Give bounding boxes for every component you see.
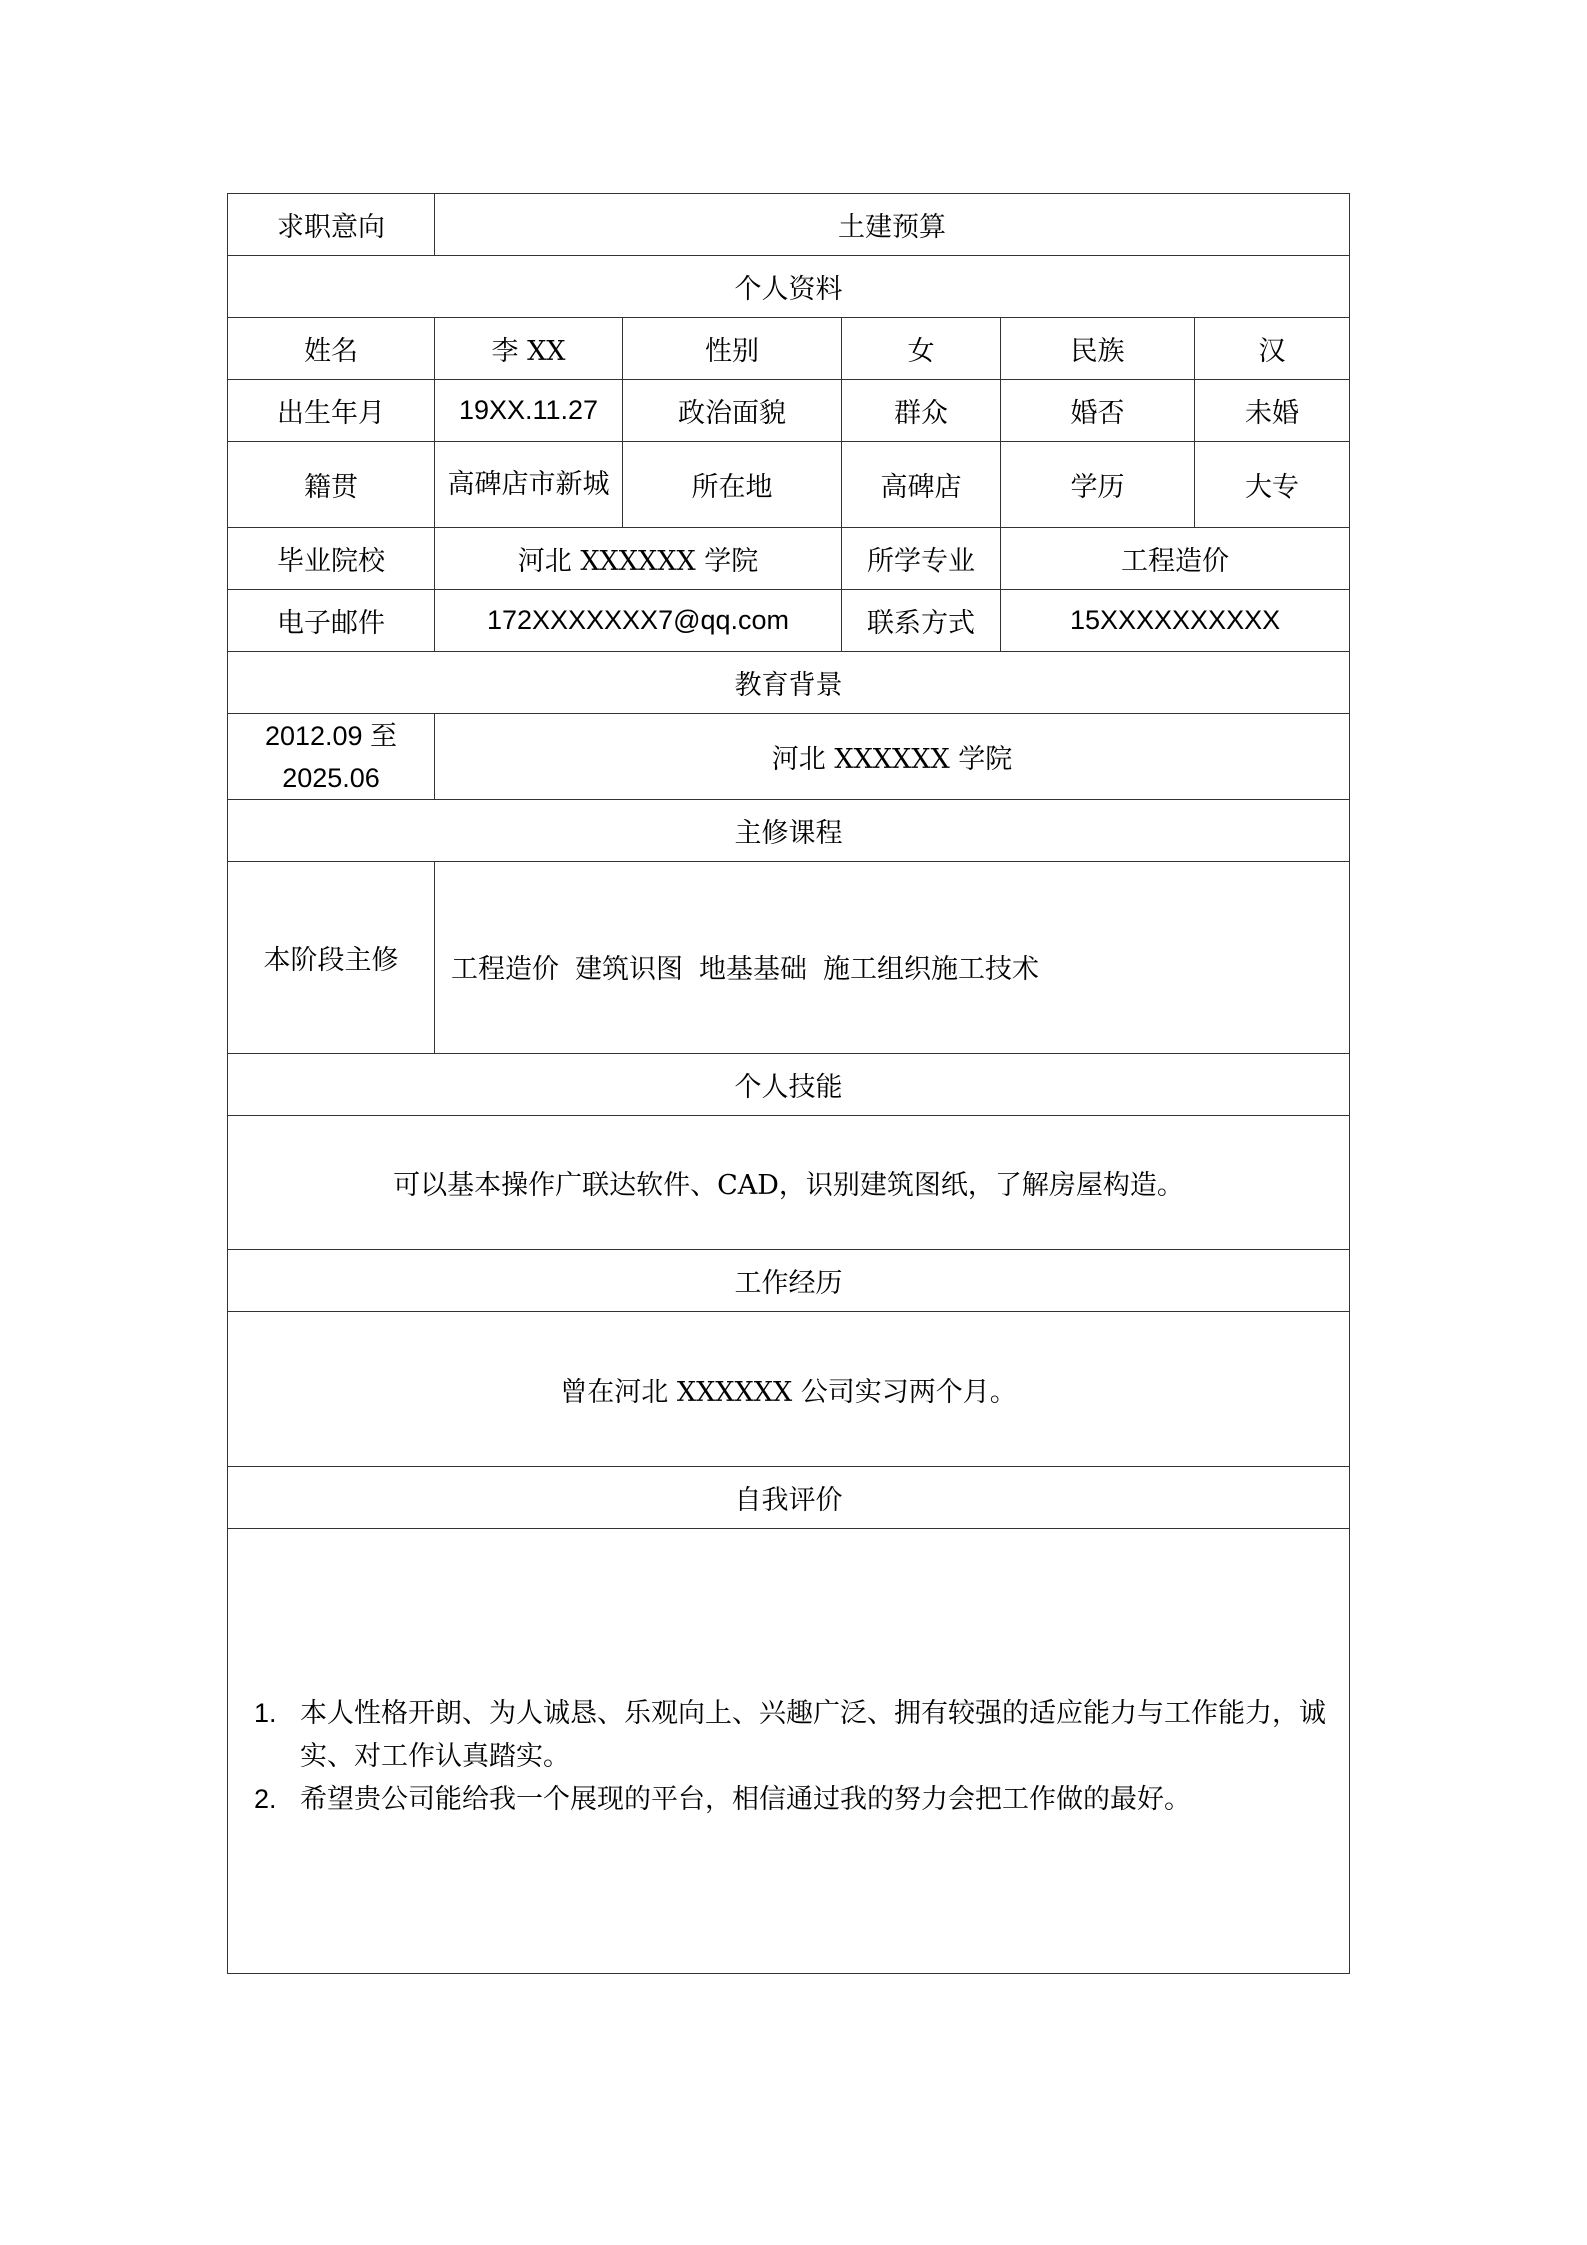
skills-title: 个人技能	[228, 1054, 1350, 1116]
course-item: 施工组织施工技术	[823, 954, 1039, 985]
course-item: 地基基础	[699, 954, 807, 985]
contact-value: 15XXXXXXXXXX	[1001, 590, 1350, 652]
location-label: 所在地	[623, 442, 842, 528]
job-intent-row	[228, 194, 1350, 256]
info-row-2	[228, 380, 1350, 442]
major-value: 工程造价	[1001, 528, 1350, 590]
gender-label: 性别	[623, 318, 842, 380]
work-title: 工作经历	[228, 1250, 1350, 1312]
personal-info-title: 个人资料	[228, 256, 1350, 318]
name-value: 李 XX	[435, 318, 623, 380]
birth-value: 19XX.11.27	[435, 380, 623, 442]
self-eval-list	[234, 1692, 1331, 1821]
courses-row	[228, 862, 1350, 1054]
resume-sheet	[227, 193, 1350, 1974]
skills-text: 可以基本操作广联达软件、CAD，识别建筑图纸，了解房屋构造。	[228, 1116, 1350, 1250]
contact-label: 联系方式	[842, 590, 1001, 652]
degree-value: 大专	[1195, 442, 1350, 528]
self-eval-row	[228, 1529, 1350, 1974]
marital-value: 未婚	[1195, 380, 1350, 442]
native-value: 高碑店市新城	[435, 442, 623, 528]
political-label: 政治面貌	[623, 380, 842, 442]
gender-value: 女	[842, 318, 1001, 380]
section-header-courses	[228, 800, 1350, 862]
courses-title: 主修课程	[228, 800, 1350, 862]
section-header-self-eval	[228, 1467, 1350, 1529]
info-row-3	[228, 442, 1350, 528]
native-label: 籍贯	[228, 442, 435, 528]
course-item: 建筑识图	[575, 954, 683, 985]
info-row-5	[228, 590, 1350, 652]
marital-label: 婚否	[1001, 380, 1195, 442]
section-header-skills	[228, 1054, 1350, 1116]
section-header-work	[228, 1250, 1350, 1312]
work-row	[228, 1312, 1350, 1467]
self-eval-cell	[228, 1529, 1350, 1974]
education-period	[228, 714, 435, 800]
courses-list	[441, 929, 1343, 986]
work-text: 曾在河北 XXXXXX 公司实习两个月。	[228, 1312, 1350, 1467]
location-value: 高碑店	[842, 442, 1001, 528]
school-label: 毕业院校	[228, 528, 435, 590]
ethnicity-label: 民族	[1001, 318, 1195, 380]
job-intent-value: 土建预算	[435, 194, 1350, 256]
self-eval-item: 1. 本人性格开朗、为人诚恳、乐观向上、兴趣广泛、拥有较强的适应能力与工作能力，诚实、对工作认真踏实。	[284, 1692, 1331, 1778]
email-value: 172XXXXXXX7@qq.com	[435, 590, 842, 652]
courses-cell	[435, 862, 1350, 1054]
political-value: 群众	[842, 380, 1001, 442]
self-eval-title: 自我评价	[228, 1467, 1350, 1529]
name-label: 姓名	[228, 318, 435, 380]
education-period-start: 2012.09 至	[264, 720, 398, 751]
section-header-personal	[228, 256, 1350, 318]
degree-label: 学历	[1001, 442, 1195, 528]
birth-label: 出生年月	[228, 380, 435, 442]
self-eval-item: 2. 希望贵公司能给我一个展现的平台，相信通过我的努力会把工作做的最好。	[284, 1778, 1331, 1821]
education-school: 河北 XXXXXX 学院	[435, 714, 1350, 800]
education-period-end: 2025.06	[282, 762, 380, 793]
education-title: 教育背景	[228, 652, 1350, 714]
skills-row	[228, 1116, 1350, 1250]
ethnicity-value: 汉	[1195, 318, 1350, 380]
info-row-4	[228, 528, 1350, 590]
education-row	[228, 714, 1350, 800]
section-header-education	[228, 652, 1350, 714]
course-item: 工程造价	[451, 954, 559, 985]
courses-label: 本阶段主修	[228, 862, 435, 1054]
major-label: 所学专业	[842, 528, 1001, 590]
resume-table	[227, 193, 1350, 1974]
school-value: 河北 XXXXXX 学院	[435, 528, 842, 590]
email-label: 电子邮件	[228, 590, 435, 652]
job-intent-label: 求职意向	[228, 194, 435, 256]
info-row-1	[228, 318, 1350, 380]
